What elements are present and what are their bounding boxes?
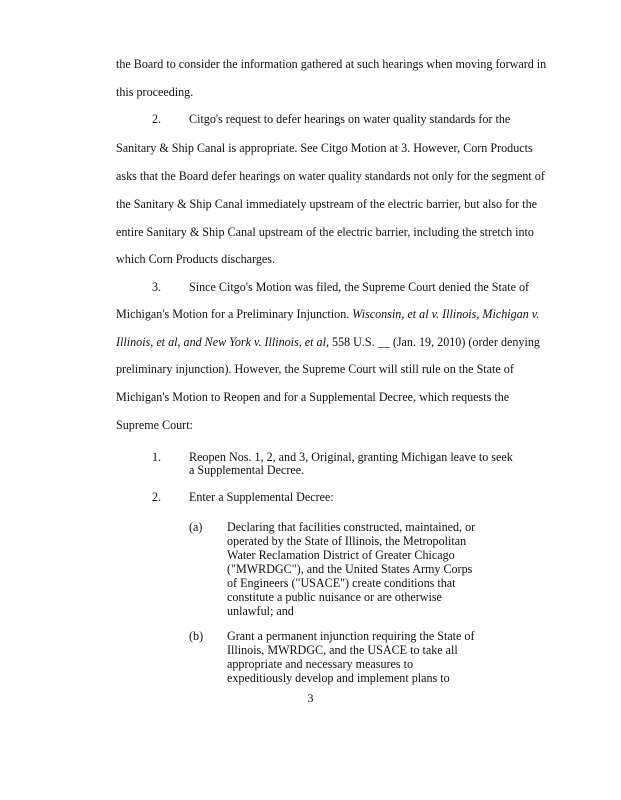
sublist-text: expeditiously develop and implement plans to [227,671,450,685]
list-item-text: Reopen Nos. 1, 2, and 3, Original, granting Michigan leave to seek [189,450,513,464]
text-line [116,334,540,350]
text-line: Sanitary & Ship Canal is appropriate. See Citgo Motion at 3. However, Corn Products [116,141,533,155]
sublist-text: appropriate and necessary measures to [227,657,414,671]
text-line: entire Sanitary & Ship Canal upstream of the electric barrier, including the stretch into [116,225,534,239]
text-line: Michigan's Motion to Reopen and for a Supplemental Decree, which requests the [116,390,510,404]
case-citation: Illinois, et al, and New York v. Illinois, et al, [116,335,329,349]
text-line: preliminary injunction). However, the Supreme Court will still rule on the State of [116,362,514,376]
sublist-label: (b) [189,629,204,643]
text-line: which Corn Products discharges. [116,252,275,266]
text-run: 558 U.S. __ (Jan. 19, 2010) (order denying [328,335,540,349]
list-number: 2. [152,490,162,504]
text-line: asks that the Board defer hearings on water quality standards not only for the segment of [116,169,545,183]
sublist-text: Water Reclamation District of Greater Chicago [227,548,455,562]
text-run: Michigan's Motion for a Preliminary Injunction. [116,307,353,321]
paragraph-number: 3. [152,280,162,294]
sublist-text: operated by the State of Illinois, the Metropolitan [227,534,467,548]
text-line: this proceeding. [116,85,194,99]
list-item-text: Enter a Supplemental Decree: [189,490,334,504]
text-line: the Sanitary & Ship Canal immediately upstream of the electric barrier, but also for the [116,197,537,211]
sublist-text: of Engineers ("USACE") create conditions that [227,576,456,590]
list-number: 1. [152,450,162,464]
sublist-label: (a) [189,520,203,534]
sublist-text: ("MWRDGC"), and the United States Army Corps [227,562,473,576]
sublist-text: constitute a public nuisance or are otherwise [227,590,442,604]
case-citation: Wisconsin, et al v. Illinois, Michigan v. [352,307,540,321]
paragraph-number: 2. [152,112,162,126]
sublist-text: Declaring that facilities constructed, maintained, or [227,520,476,534]
page-number: 3 [307,691,314,705]
text-line: Citgo's request to defer hearings on water quality standards for the [189,112,511,126]
text-line: the Board to consider the information gathered at such hearings when moving forward in [116,57,547,71]
text-line [116,306,539,322]
list-item-text: a Supplemental Decree. [189,463,305,477]
sublist-text: Grant a permanent injunction requiring the State of [227,629,475,643]
sublist-text: Illinois, MWRDGC, and the USACE to take all [227,643,458,657]
text-line: Since Citgo's Motion was filed, the Supreme Court denied the State of [189,280,530,294]
sublist-text: unlawful; and [227,604,294,618]
text-line: Supreme Court: [116,418,193,432]
